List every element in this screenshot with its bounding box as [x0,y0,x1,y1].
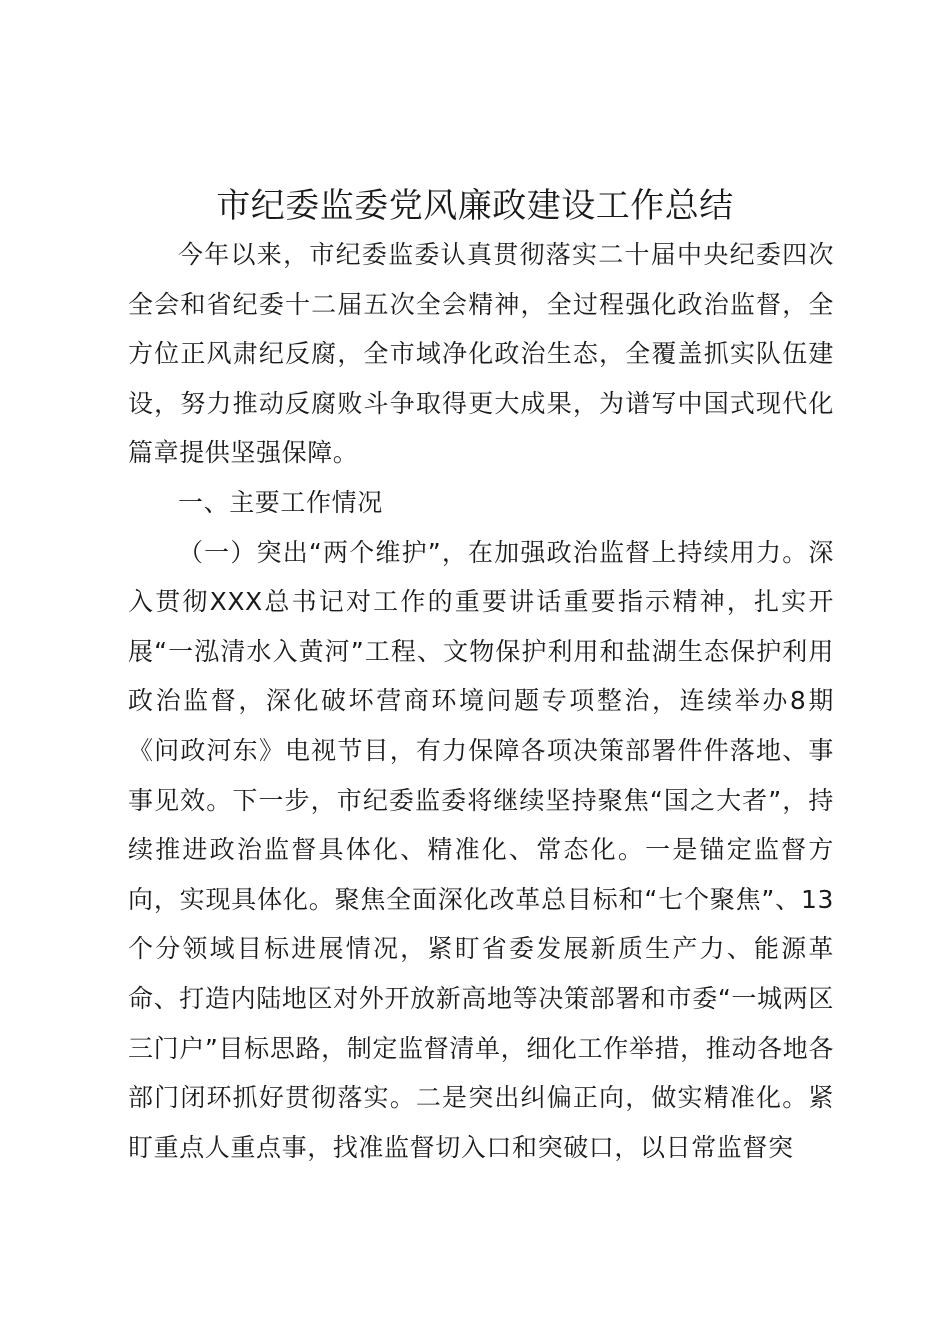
paragraph-intro: 今年以来，市纪委监委认真贯彻落实二十届中央纪委四次全会和省纪委十二届五次全会精神，全过程强化政治监督，全方位正风肃纪反腐，全市域净化政治生态，全覆盖抓实队伍建设，努力推动反腐败斗争取得更大成果，为谱写中国式现代化篇章提供坚强保障。 [128,240,834,468]
document-title: 市纪委监委党风廉政建设工作总结 [216,186,734,226]
paragraph-political-supervision: （一）突出“两个维护”，在加强政治监督上持续用力。深入贯彻XXX总书记对工作的重要讲话重要指示精神，扎实开展“一泓清水入黄河”工程、文物保护利用和盐湖生态保护利用政治监督，深化破坏营商环境问题专项整治，连续举办8期《问政河东》电视节目，有力保障各项决策部署件件落地、事事见效。下一步，市纪委监委将继续坚持聚焦“国之大者”，持续推进政治监督具体化、精准化、常态化。一是锚定监督方向，实现具体化。聚焦全面深化改革总目标和“七个聚焦”、13个分领域目标进展情况，紧盯省委发展新质生产力、能源革命、打造内陆地区对外开放新高地等决策部署和市委“一城两区三门户”目标思路，制定监督清单，细化工作举措，推动各地各部门闭环抓好贯彻落实。二是突出纠偏正向，做实精准化。紧盯重点人重点事，找准监督切入口和突破口，以日常监督突 [128,537,834,1162]
document-body [128,230,834,1172]
section-heading: 一、主要工作情况 [178,487,383,517]
